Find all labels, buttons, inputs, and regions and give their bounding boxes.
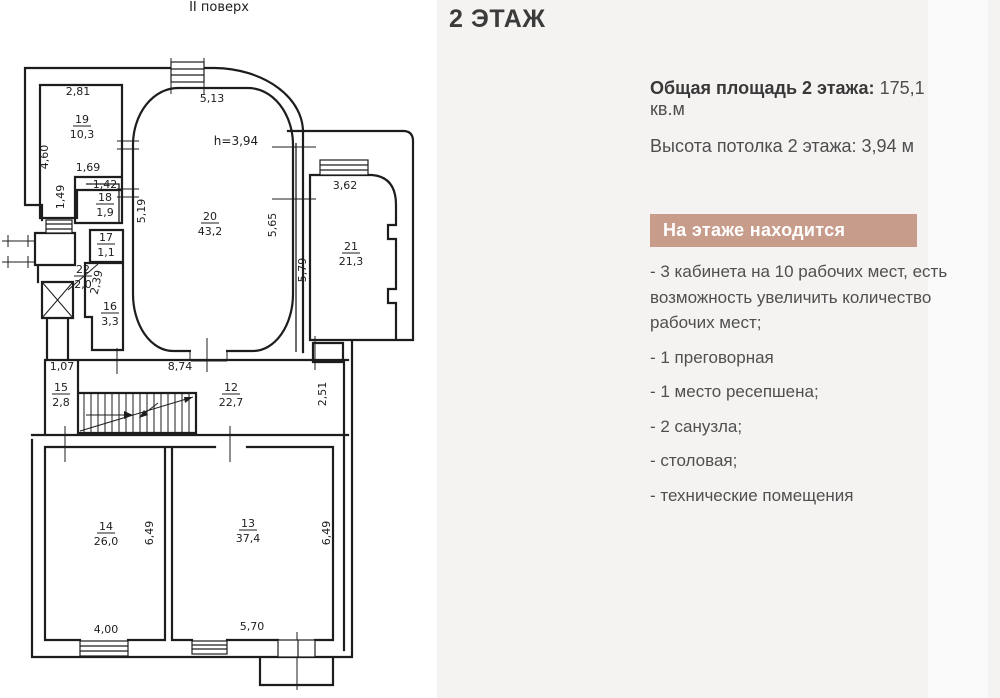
dimension-label: 1,42 <box>92 178 118 191</box>
scan-caption: II поверх <box>189 0 249 15</box>
room-number-label: 22 <box>76 263 90 276</box>
window-left <box>46 220 72 233</box>
room-area-label: 2,8 <box>52 396 70 409</box>
room-number-label: 19 <box>75 113 89 126</box>
room-area-label: 1,9 <box>96 206 114 219</box>
room-area-label: 43,2 <box>197 225 223 238</box>
feature-item: - 1 преговорная <box>650 347 774 367</box>
dimension-label: 2,39 <box>87 268 106 296</box>
room-area-label: 3,3 <box>101 315 119 328</box>
room-number-label: 17 <box>99 231 113 244</box>
dimension-label: 1,07 <box>49 360 75 373</box>
dimension-label: 6,49 <box>320 520 333 546</box>
page-title: 2 ЭТАЖ <box>449 5 546 33</box>
dimension-label: 2,51 <box>316 381 329 407</box>
window-top <box>171 62 204 82</box>
room-number-label: 13 <box>241 517 255 530</box>
feature-item: - 1 место ресепшена; <box>650 382 819 401</box>
room-number-label: 18 <box>98 191 112 204</box>
dimension-label: 4,00 <box>93 623 119 636</box>
room-area-label: 37,4 <box>235 532 261 545</box>
room-number-label: 12 <box>224 381 238 394</box>
dimension-label: 5,19 <box>135 198 148 224</box>
total-area-value: 175,1 кв.м <box>650 78 925 119</box>
dimension-label: 5,79 <box>296 257 309 283</box>
window-room14 <box>80 641 128 656</box>
dimension-label: 1,49 <box>54 184 67 210</box>
ceiling-height-label: Высота потолка 2 этажа: <box>650 136 857 156</box>
window-room13 <box>192 641 227 654</box>
total-area-line <box>650 78 950 120</box>
dimension-label: 4,60 <box>38 144 51 170</box>
floor-plan <box>0 0 437 698</box>
dimension-label: 1,69 <box>75 161 101 174</box>
floor-features-list <box>650 259 952 517</box>
stairs-hatching <box>84 393 189 433</box>
room-area-label: 22,7 <box>218 396 244 409</box>
dimension-label: 6,49 <box>143 520 156 546</box>
room-number-label: 21 <box>344 240 358 253</box>
room-area-label: 10,3 <box>69 128 95 141</box>
stairs-direction-lines <box>80 397 193 431</box>
room-area-label: 1,1 <box>97 246 115 259</box>
window-room21 <box>320 160 368 175</box>
dimension-label: 8,74 <box>167 360 193 373</box>
dimension-label: 5,13 <box>199 92 225 105</box>
dimension-label: 3,62 <box>332 179 358 192</box>
dimension-label: 5,65 <box>266 212 279 238</box>
ceiling-height-value: 3,94 м <box>861 136 914 156</box>
room-area-label: 21,3 <box>338 255 364 268</box>
room-number-label: 20 <box>203 210 217 223</box>
room-area-label: 26,0 <box>93 535 119 548</box>
floor-contents-banner-title: На этаже находится <box>663 220 846 240</box>
ceiling-note-label: h=3,94 <box>213 134 259 148</box>
feature-item: - 3 кабинета на 10 рабочих мест, есть возможность увеличить количество рабочих мест; <box>650 262 948 332</box>
dimension-label: 2,81 <box>65 85 91 98</box>
room-number-label: 16 <box>103 300 117 313</box>
dimension-label: 5,70 <box>239 620 265 633</box>
room-number-label: 14 <box>99 520 113 533</box>
feature-item: - 2 санузла; <box>650 416 743 436</box>
room-number-label: 15 <box>54 381 68 394</box>
floor-contents-banner <box>650 214 917 247</box>
feature-item: - столовая; <box>650 451 738 470</box>
hall-door-gap <box>191 346 226 355</box>
door-balcony <box>278 640 315 657</box>
feature-item: - технические помещения <box>650 485 854 505</box>
ceiling-height-line <box>650 136 950 157</box>
total-area-label: Общая площадь 2 этажа: <box>650 78 875 98</box>
room-area-label: 2,0 <box>74 278 92 291</box>
